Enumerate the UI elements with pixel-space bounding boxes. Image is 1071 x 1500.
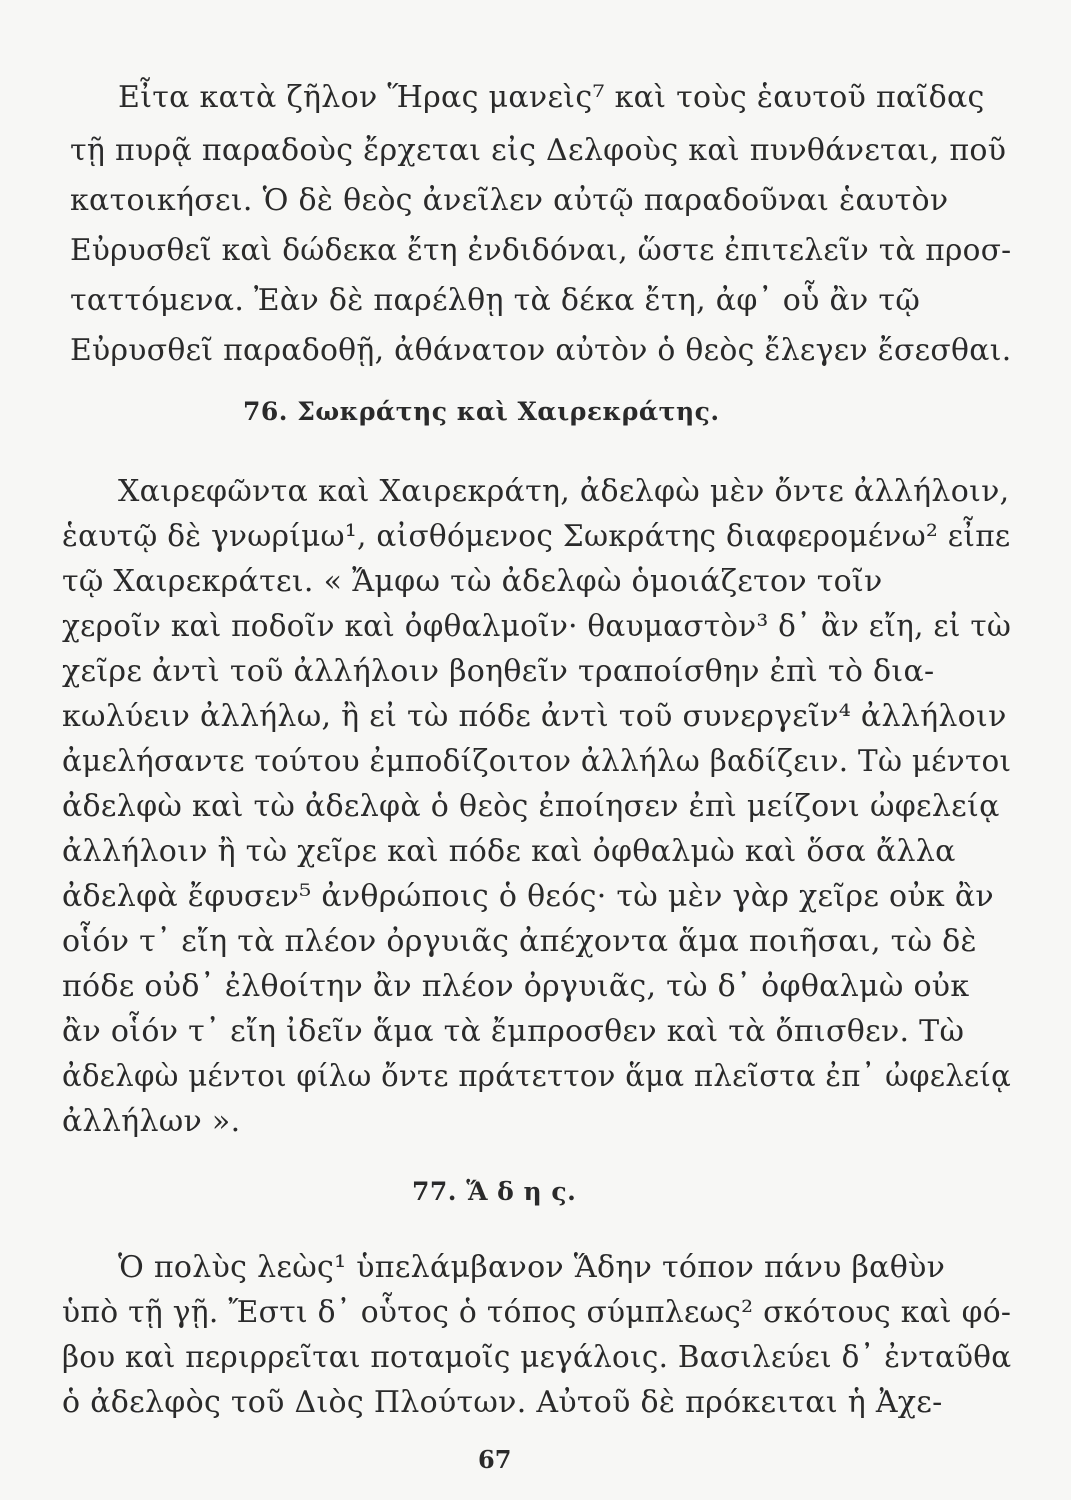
section-heading: 77. Ἅ δ η ς. [412,1177,577,1206]
text-line: ἀδελφὼ μέντοι φίλω ὄντε πράτεττον ἅμα πλεῖστα ἐπ᾽ ὠφελείᾳ [62,1059,1012,1094]
text-line: ἀλλήλων ». [62,1104,241,1139]
page-number: 67 [478,1445,512,1474]
text-line: χεῖρε ἀντὶ τοῦ ἀλλήλοιν βοηθεῖν τραποίσθην ἐπὶ τὸ δια- [62,654,935,689]
text-line: οἷόν τ᾽ εἴη τὰ πλέον ὀργυιᾶς ἀπέχοντα ἅμα ποιῆσαι, τὼ δὲ [62,924,977,959]
section-heading: 76. Σωκράτης καὶ Χαιρεκράτης. [243,397,720,426]
text-line: ἀμελήσαντε τούτου ἐμποδίζοιτον ἀλλήλω βαδίζειν. Τὼ μέντοι [62,744,1012,779]
text-line: Εὐρυσθεῖ καὶ δώδεκα ἔτη ἐνδιδόναι, ὥστε ἐπιτελεῖν τὰ προσ- [70,233,1012,268]
text-line: Εὐρυσθεῖ παραδοθῇ, ἀθάνατον αὐτὸν ὁ θεὸς ἔλεγεν ἔσεσθαι. [70,333,1012,368]
text-line: ἀλλήλοιν ἢ τὼ χεῖρε καὶ πόδε καὶ ὀφθαλμὼ καὶ ὅσα ἄλλα [62,834,956,869]
text-line: ὑπὸ τῇ γῇ. Ἔστι δ᾽ οὗτος ὁ τόπος σύμπλεως² σκότους καὶ φό- [62,1295,1012,1330]
text-line: ταττόμενα. Ἐὰν δὲ παρέλθῃ τὰ δέκα ἔτη, ἀφ᾽ οὗ ἂν τῷ [70,283,921,318]
text-line: κωλύειν ἀλλήλω, ἢ εἰ τὼ πόδε ἀντὶ τοῦ συνεργεῖν⁴ ἀλλήλοιν [62,699,1007,734]
text-line: χεροῖν καὶ ποδοῖν καὶ ὀφθαλμοῖν· θαυμαστὸν³ δ᾽ ἂν εἴη, εἰ τὼ [62,609,1012,644]
text-line: τῇ πυρᾷ παραδοὺς ἔρχεται εἰς Δελφοὺς καὶ πυνθάνεται, ποῦ [70,133,1007,168]
text-line: ἀδελφὰ ἔφυσεν⁵ ἀνθρώποις ὁ θεός· τὼ μὲν γὰρ χεῖρε οὐκ ἂν [62,879,994,914]
text-line: Χαιρεφῶντα καὶ Χαιρεκράτη, ἀδελφὼ μὲν ὄντε ἀλλήλοιν, [118,474,1010,509]
text-line: Ὁ πολὺς λεὼς¹ ὑπελάμβανον Ἅδην τόπον πάνυ βαθὺν [118,1250,946,1285]
text-line: ἑαυτῷ δὲ γνωρίμω¹, αἰσθόμενος Σωκράτης διαφερομένω² εἶπε [62,519,1011,554]
text-line: ἀδελφὼ καὶ τὼ ἀδελφὰ ὁ θεὸς ἐποίησεν ἐπὶ μείζονι ὠφελείᾳ [62,789,1000,824]
text-line: ἂν οἷόν τ᾽ εἴη ἰδεῖν ἅμα τὰ ἔμπροσθεν καὶ τὰ ὄπισθεν. Τὼ [62,1014,965,1049]
text-line: Εἶτα κατὰ ζῆλον Ἥρας μανεὶς⁷ καὶ τοὺς ἑαυτοῦ παῖδας [118,80,985,115]
text-line: τῷ Χαιρεκράτει. « Ἄμφω τὼ ἀδελφὼ ὁμοιάζετον τοῖν [62,564,883,599]
text-line: πόδε οὐδ᾽ ἐλθοίτην ἂν πλέον ὀργυιᾶς, τὼ δ᾽ ὀφθαλμὼ οὐκ [62,969,970,1004]
text-line: κατοικήσει. Ὁ δὲ θεὸς ἀνεῖλεν αὐτῷ παραδοῦναι ἑαυτὸν [70,183,949,218]
text-line: ὁ ἀδελφὸς τοῦ Διὸς Πλούτων. Αὐτοῦ δὲ πρόκειται ἡ Ἀχε- [62,1385,943,1420]
text-line: βου καὶ περιρρεῖται ποταμοῖς μεγάλοις. Βασιλεύει δ᾽ ἐνταῦθα [62,1340,1012,1375]
